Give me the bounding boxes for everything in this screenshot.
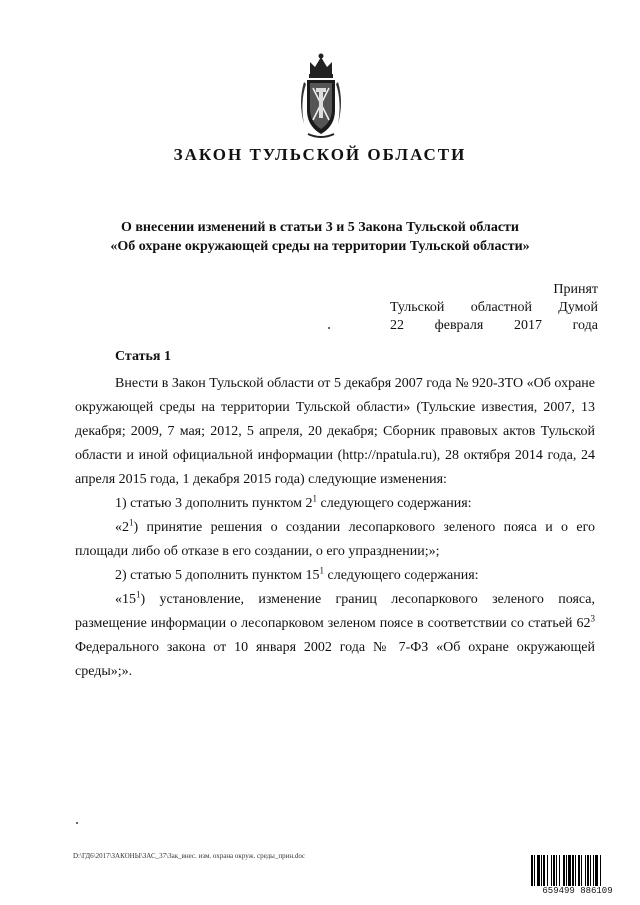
adopted-by-row — [390, 299, 598, 317]
scan-speck — [76, 822, 78, 824]
item-2-text-end: следующего содержания: — [324, 568, 479, 583]
quote-1-start: «2 — [115, 520, 129, 535]
adoption-month: февраля — [434, 318, 484, 333]
adopted-body-c: Думой — [558, 300, 598, 315]
quote-2-text-end: Федерального закона от 10 января 2002 года № 7-ФЗ «Об охране окружающей среды»;». — [75, 640, 595, 679]
adopted-body-b: областной — [470, 300, 532, 315]
amendment-item-2 — [75, 564, 595, 588]
amendment-quote-2 — [75, 588, 595, 684]
scan-speck — [328, 327, 330, 329]
item-1-text: 1) статью 3 дополнить пунктом 2 — [115, 496, 313, 511]
adoption-year-word: года — [572, 318, 598, 333]
coat-of-arms-emblem — [296, 52, 346, 140]
item-2-superscript: 1 — [319, 565, 325, 576]
quote-1-superscript: 1 — [129, 517, 134, 528]
law-title: ЗАКОН ТУЛЬСКОЙ ОБЛАСТИ — [173, 145, 467, 164]
quote-2-superscript: 1 — [136, 589, 141, 600]
subtitle-line-1: О внесении изменений в статьи 3 и 5 Закона Тульской области — [120, 220, 519, 235]
quote-2-text: ) установление, изменение границ лесопаркового зеленого пояса, размещение информации о лесопарковом зеленом поясе в соответствии со статьей 62 — [75, 592, 595, 631]
footer-file-path: D:\ГД6\2017\ЗАКОНЫ\ЗАС_37\Зак_внес. изм. охрана окруж. среды_прин.doc — [73, 852, 305, 860]
quote-2-superscript-2: 3 — [590, 613, 595, 624]
adopted-body-a: Тульской — [390, 300, 445, 315]
adopted-word: Принят — [553, 282, 598, 297]
law-subtitle — [80, 218, 560, 256]
adoption-year: 2017 — [513, 318, 542, 333]
item-1-superscript: 1 — [312, 493, 318, 504]
adoption-block — [390, 281, 598, 335]
amendment-quote-1 — [75, 516, 595, 564]
amendment-item-1 — [75, 492, 595, 516]
article-body — [75, 372, 595, 684]
adoption-day: 22 — [390, 318, 404, 333]
quote-1-text: ) принятие решения о создании лесопаркового зеленого пояса и о его площади либо об отказе в его создании, о его упразднении;»; — [75, 520, 595, 559]
adoption-date-row — [390, 317, 598, 335]
item-1-text-end: следующего содержания: — [317, 496, 472, 511]
article-heading: Статья 1 — [115, 349, 171, 364]
item-2-text: 2) статью 5 дополнить пунктом 15 — [115, 568, 320, 583]
article-intro: Внести в Закон Тульской области от 5 декабря 2007 года № 920-ЗТО «Об охране окружающей среды на территории Тульской области» (Тульские известия, 2007, 13 декабря; 2009, 7 мая; 2012, 5 апреля, 20 декабря; Сборник правовых актов Тульской области и иной официальной информации (http://npatula.ru), 28 октября 2014 года, 24 апреля 2015 года, 1 декабря 2015 года) следующие изменения: — [75, 376, 595, 487]
subtitle-line-2: «Об охране окружающей среды на территории Тульской области» — [110, 239, 530, 254]
quote-2-start: «15 — [115, 592, 136, 607]
barcode-number: 659499 886109 — [530, 886, 625, 896]
